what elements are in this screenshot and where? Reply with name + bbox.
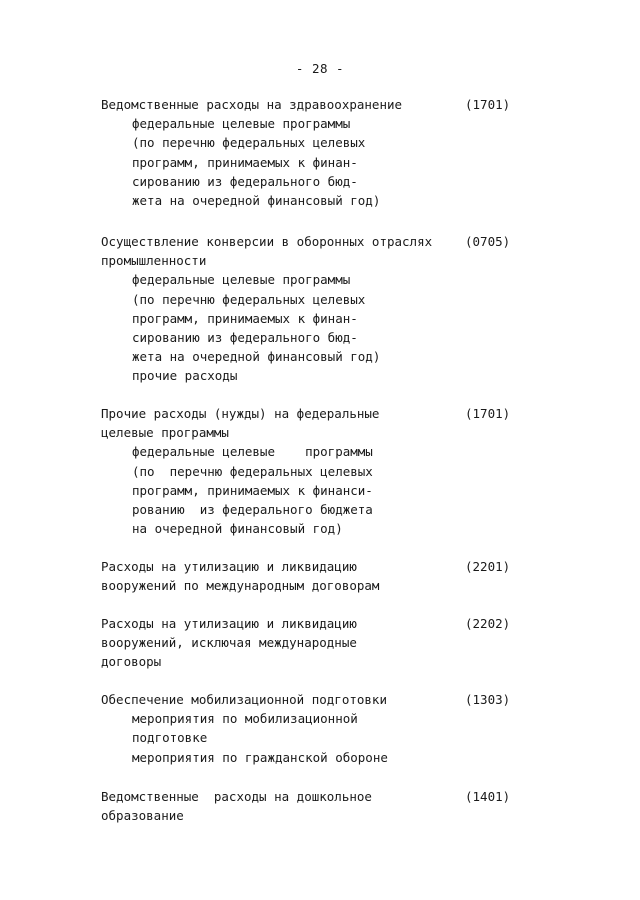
entry-subline: рованию из федерального бюджета: [132, 501, 373, 517]
budget-entry-mobilization: [101, 690, 511, 767]
entry-subline: прочие расходы: [132, 368, 238, 384]
entry-subline: на очередной финансовый год): [132, 521, 343, 537]
entry-subline: сированию из федерального бюд-: [132, 329, 358, 345]
budget-code: (1401): [465, 789, 511, 804]
entry-heading: вооружений по международным договорам: [101, 578, 380, 594]
entry-heading: Прочие расходы (нужды) на федеральные: [101, 406, 380, 421]
entry-subline: мероприятия по гражданской обороне: [132, 749, 388, 765]
entry-heading: Ведомственные расходы на дошкольное: [101, 789, 372, 804]
budget-code: (1303): [465, 692, 511, 707]
entry-heading: Ведомственные расходы на здравоохранение: [101, 97, 403, 112]
entry-subline: жета на очередной финансовый год): [132, 349, 381, 365]
entry-subline: программ, принимаемых к финан-: [132, 310, 358, 326]
entry-subline: подготовке: [132, 730, 208, 746]
entry-heading: целевые программы: [101, 425, 229, 441]
budget-entry-disposal-international: [101, 557, 511, 595]
entry-subline: жета на очередной финансовый год): [132, 192, 381, 208]
budget-code: (0705): [465, 234, 511, 249]
entry-heading: Обеспечение мобилизационной подготовки: [101, 692, 387, 707]
entry-subline: федеральные целевые программы: [132, 272, 351, 288]
budget-entry-disposal-domestic: [101, 614, 511, 672]
entry-subline: федеральные целевые программы: [132, 444, 373, 460]
budget-entry-preschool: [101, 787, 511, 825]
entry-subline: программ, принимаемых к финанси-: [132, 482, 373, 498]
budget-entry-healthcare: [101, 95, 511, 210]
entry-subline: (по перечню федеральных целевых: [132, 291, 366, 307]
entry-subline: сированию из федерального бюд-: [132, 173, 358, 189]
budget-code: (1701): [465, 97, 511, 112]
entry-subline: мероприятия по мобилизационной: [132, 711, 358, 727]
entry-heading: образование: [101, 808, 184, 824]
entry-heading: договоры: [101, 654, 162, 670]
entry-subline: (по перечню федеральных целевых: [132, 463, 373, 479]
budget-entry-other-expenses: [101, 404, 511, 538]
budget-entry-conversion: [101, 232, 511, 386]
entry-heading: Осуществление конверсии в оборонных отраслях: [101, 234, 433, 249]
budget-code: (2201): [465, 559, 511, 574]
entry-subline: программ, принимаемых к финан-: [132, 154, 358, 170]
entry-subline: федеральные целевые программы: [132, 116, 351, 132]
budget-code: (2202): [465, 616, 511, 631]
entry-heading: Расходы на утилизацию и ликвидацию: [101, 559, 357, 574]
budget-code: (1701): [465, 406, 511, 421]
entry-heading: вооружений, исключая международные: [101, 635, 357, 651]
page-number: - 28 -: [295, 61, 345, 76]
entry-subline: (по перечню федеральных целевых: [132, 135, 366, 151]
entry-heading: промышленности: [101, 253, 207, 269]
entry-heading: Расходы на утилизацию и ликвидацию: [101, 616, 357, 631]
